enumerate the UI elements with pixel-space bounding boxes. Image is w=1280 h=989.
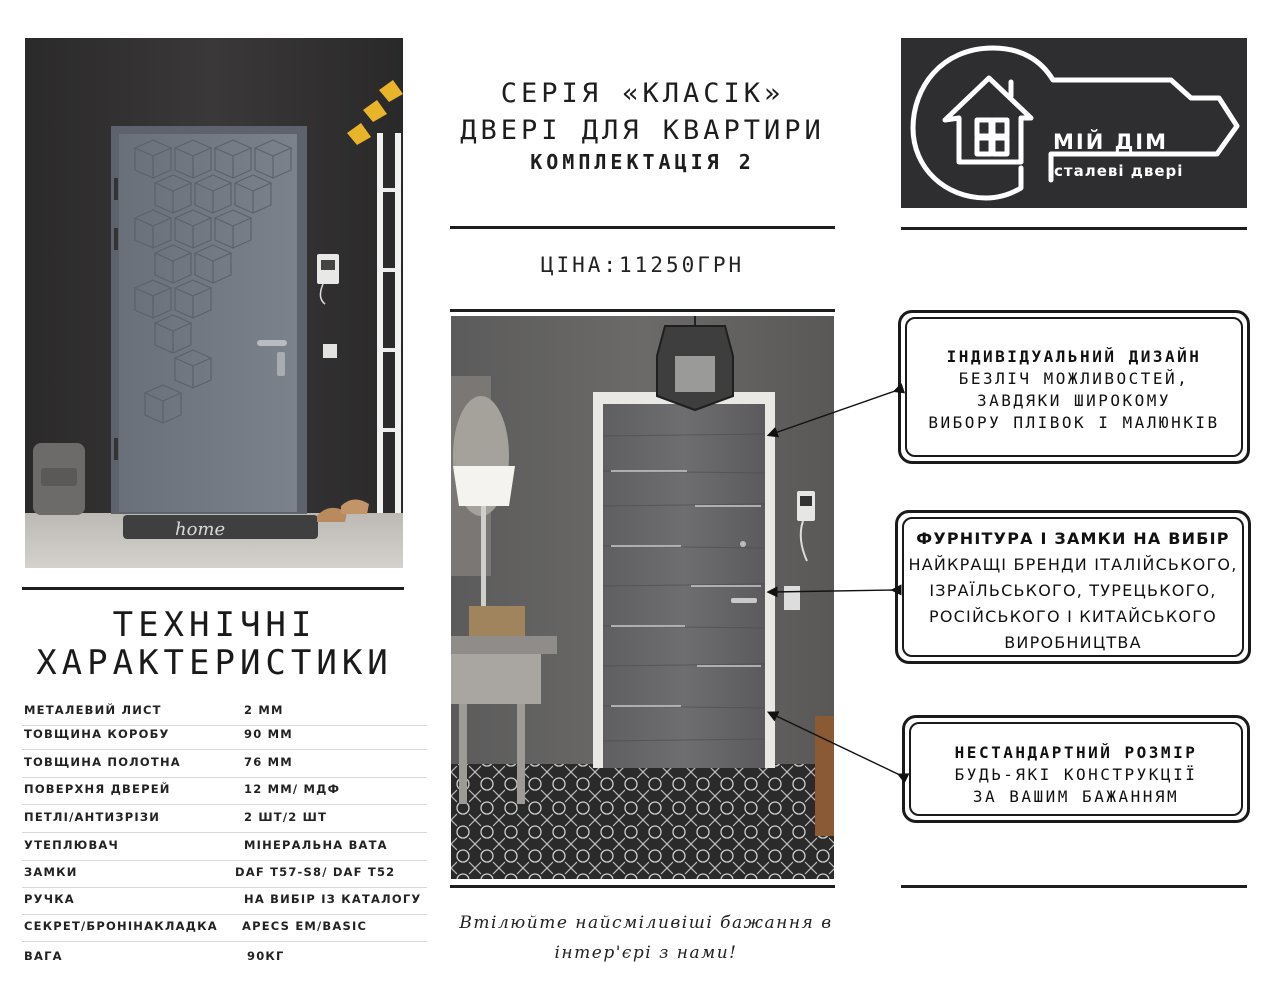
spec-value: 2 ШТ/2 ШТ	[244, 810, 328, 824]
series-title: СЕРІЯ «КЛАСІК»	[500, 78, 785, 109]
slogan-line: Втілюйте найсміливіші бажання в	[459, 913, 833, 933]
left-door-illustration	[25, 38, 403, 568]
feature-box-hardware	[895, 510, 1251, 664]
spec-value: 12 ММ/ МДФ	[244, 782, 341, 796]
feature-line: НАЙКРАЩІ БРЕНДИ ІТАЛІЙСЬКОГО,	[908, 555, 1238, 574]
spec-label: ТОВЩИНА ПОЛОТНА	[24, 755, 181, 769]
price-label: ЦІНА:11250ГРН	[540, 253, 745, 277]
mat-text: home	[175, 519, 226, 540]
spec-label: ПОВЕРХНЯ ДВЕРЕЙ	[24, 782, 171, 796]
spec-value: APECS EM/BASIC	[242, 919, 368, 933]
specs-title-line: ХАРАКТЕРИСТИКИ	[36, 643, 393, 683]
spec-value: НА ВИБІР ІЗ КАТАЛОГУ	[244, 892, 422, 906]
brand-subtitle: сталеві двері	[1054, 162, 1184, 180]
spec-label: ВАГА	[24, 949, 63, 963]
spec-value: МІНЕРАЛЬНА ВАТА	[244, 838, 388, 852]
feature-line: РОСІЙСЬКОГО І КИТАЙСЬКОГО	[929, 607, 1217, 626]
spec-row	[22, 777, 427, 805]
divider	[450, 309, 835, 312]
divider	[901, 885, 1247, 888]
brand-logo	[901, 38, 1247, 208]
feature-line: ЗАВДЯКИ ШИРОКОМУ	[976, 391, 1172, 410]
spec-label: ПЕТЛІ/АНТИЗРІЗИ	[24, 810, 161, 824]
spec-label: РУЧКА	[24, 892, 75, 906]
feature-line: ЗА ВАШИМ БАЖАННЯМ	[972, 787, 1180, 806]
brand-name: МІЙ ДІМ	[1053, 130, 1169, 154]
spec-row	[22, 914, 427, 942]
slogan	[450, 908, 842, 968]
feature-title: ФУРНІТУРА І ЗАМКИ НА ВИБІР	[916, 529, 1230, 548]
feature-box-design	[898, 310, 1250, 464]
divider	[450, 226, 835, 229]
feature-title: НЕСТАНДАРТНИЙ РОЗМІР	[954, 743, 1198, 762]
spec-row	[22, 944, 427, 971]
specs-title	[22, 606, 407, 682]
spec-row	[22, 860, 427, 888]
spec-row	[22, 887, 427, 915]
configuration-title: КОМПЛЕКТАЦІЯ 2	[530, 150, 755, 174]
house-key-icon	[901, 38, 1247, 208]
feature-line: ІЗРАЇЛЬСЬКОГО, ТУРЕЦЬКОГО,	[929, 581, 1217, 600]
spec-value: DAF T57-S8/ DAF T52	[235, 865, 396, 879]
divider	[22, 587, 404, 590]
specs-title-line: ТЕХНІЧНІ	[112, 605, 317, 645]
spec-value: 90КГ	[247, 949, 285, 963]
spec-label: УТЕПЛЮВАЧ	[24, 838, 120, 852]
feature-line: ВИРОБНИЦТВА	[1004, 633, 1142, 652]
spec-value: 2 ММ	[244, 703, 284, 717]
spec-row	[22, 833, 427, 861]
feature-line: ВИБОРУ ПЛІВОК І МАЛЮНКІВ	[928, 413, 1220, 432]
feature-line: БЕЗЛІЧ МОЖЛИВОСТЕЙ,	[958, 369, 1190, 388]
spec-label: ТОВЩИНА КОРОБУ	[24, 727, 170, 741]
spec-row	[22, 722, 427, 750]
slogan-line: інтер'єрі з нами!	[554, 943, 738, 963]
product-title: ДВЕРІ ДЛЯ КВАРТИРИ	[460, 115, 825, 146]
feature-title: ІНДИВІДУАЛЬНИЙ ДИЗАЙН	[946, 347, 1202, 366]
divider	[450, 885, 835, 888]
spec-value: 76 ММ	[244, 755, 293, 769]
callout-arrows	[760, 380, 910, 790]
divider	[901, 227, 1247, 230]
spec-label: ЗАМКИ	[24, 865, 78, 879]
feature-line: БУДЬ-ЯКІ КОНСТРУКЦІЇ	[954, 765, 1198, 784]
spec-row	[22, 805, 427, 833]
spec-label: СЕКРЕТ/БРОНІНАКЛАДКА	[24, 919, 218, 933]
left-door-photo	[25, 38, 403, 568]
spec-label: МЕТАЛЕВИЙ ЛИСТ	[24, 703, 162, 717]
spec-row	[22, 750, 427, 778]
feature-box-size	[902, 715, 1250, 823]
spec-value: 90 ММ	[244, 727, 293, 741]
